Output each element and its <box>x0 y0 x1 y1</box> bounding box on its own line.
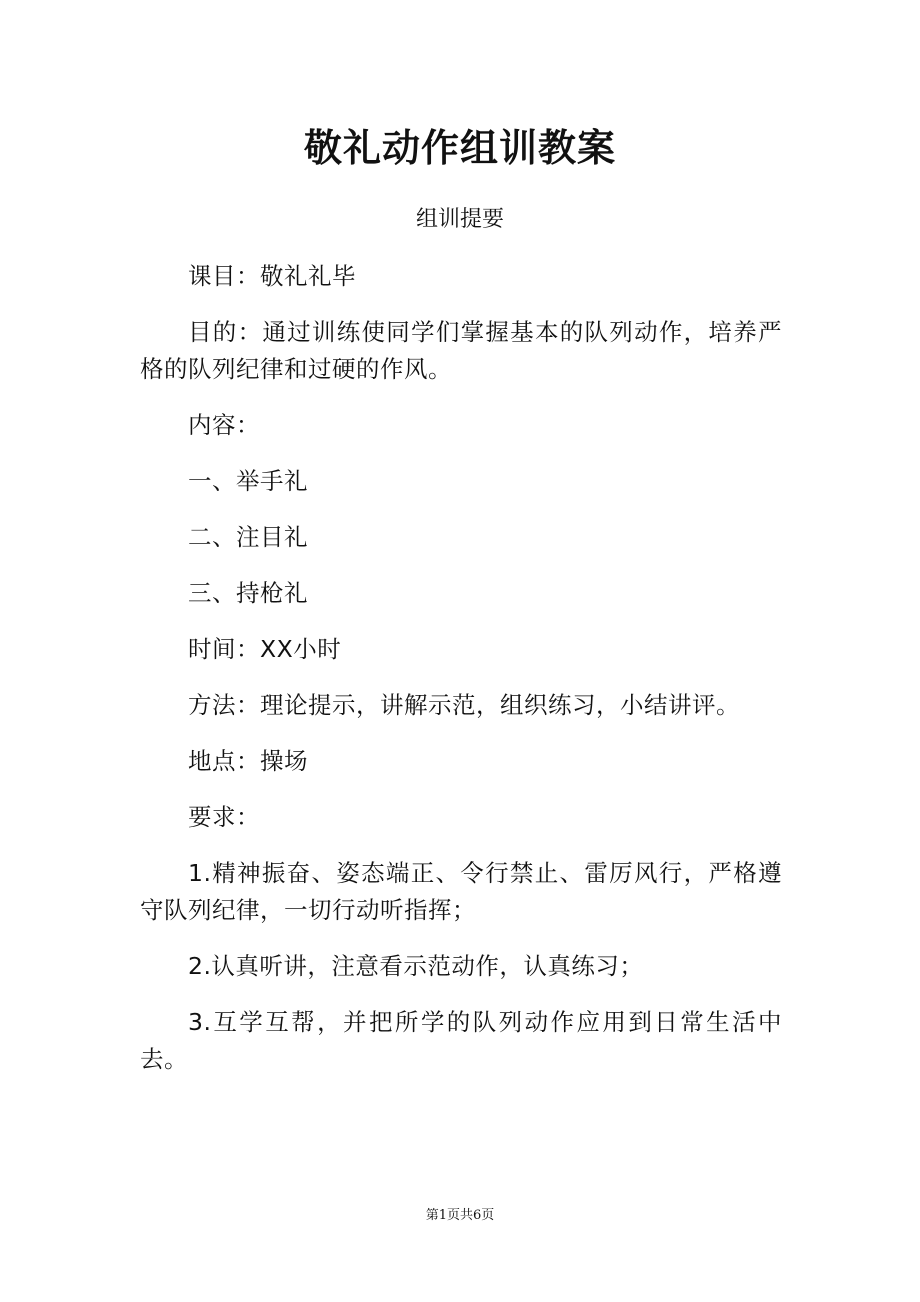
document-body <box>140 258 782 1097</box>
paragraph-purpose: 目的：通过训练使同学们掌握基本的队列动作，培养严格的队列纪律和过硬的作风。 <box>140 318 782 383</box>
paragraph-item-1: 一、举手礼 <box>188 467 308 495</box>
paragraph-requirement-3: 3.互学互帮，并把所学的队列动作应用到日常生活中去。 <box>140 1008 782 1073</box>
paragraph-location: 地点：操场 <box>188 747 308 775</box>
paragraph-subject: 课目：敬礼礼毕 <box>188 262 356 290</box>
page-number-footer: 第1页共6页 <box>425 1208 495 1223</box>
paragraph-item-3: 三、持枪礼 <box>188 579 308 607</box>
paragraph-requirement-1: 1.精神振奋、姿态端正、令行禁止、雷厉风行，严格遵守队列纪律，一切行动听指挥； <box>140 859 782 924</box>
paragraph-time: 时间：XX小时 <box>188 635 342 663</box>
paragraph-content-heading: 内容： <box>188 411 260 439</box>
paragraph-requirement-2: 2.认真听讲，注意看示范动作，认真练习； <box>188 952 644 980</box>
document-title: 敬礼动作组训教案 <box>303 125 616 170</box>
document-subtitle: 组训提要 <box>415 207 504 232</box>
paragraph-item-2: 二、注目礼 <box>188 523 308 551</box>
paragraph-requirements-heading: 要求： <box>188 803 260 831</box>
paragraph-method: 方法：理论提示，讲解示范，组织练习，小结讲评。 <box>188 691 740 719</box>
